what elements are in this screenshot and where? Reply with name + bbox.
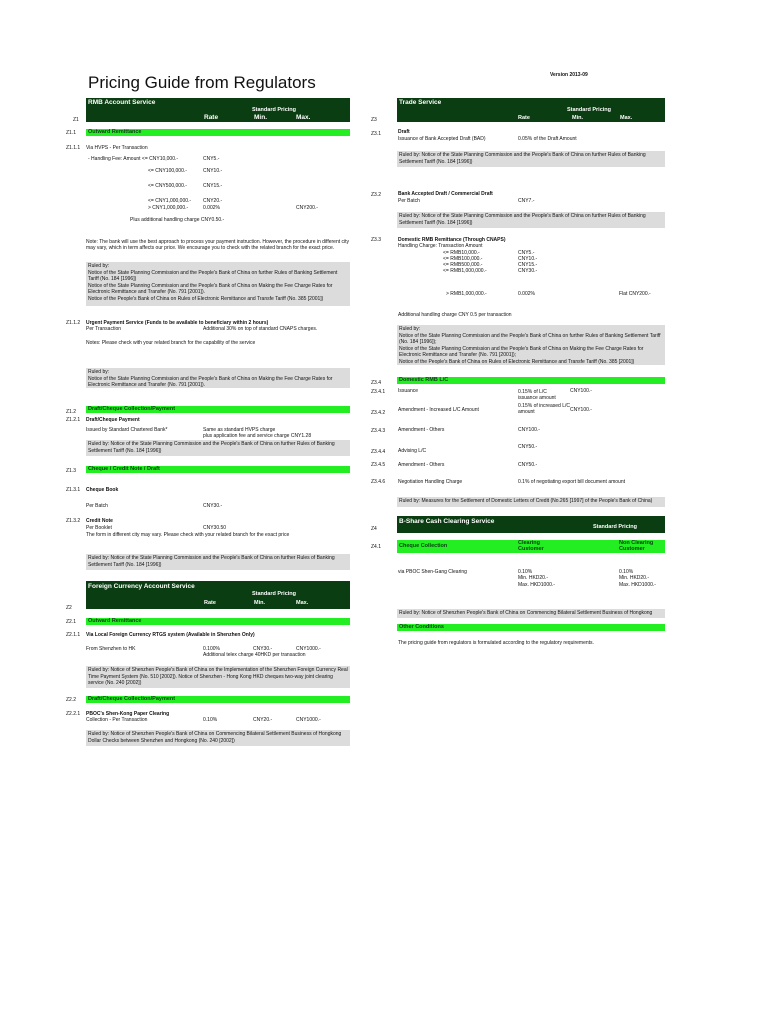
fcy-col-max: Max. bbox=[296, 600, 309, 606]
ruled-by-5: Ruled by: Notice of Shenzhen People's Bank of China on the Implementation of the Shenzhen Foreign Currency Real Time Payment System (No. 510 [2002]). Notice of Shenzhen - Hong Kong HKD cheques two-way joint clearing service (No. 240 [2002]) bbox=[86, 666, 350, 688]
z211-code: Z2.1.1 bbox=[66, 632, 81, 638]
z131-fee: CNY30.- bbox=[203, 503, 223, 509]
tier2-label: <= CNY100,000.- bbox=[148, 168, 187, 174]
z211-from: From Shenzhen to HK bbox=[86, 646, 136, 652]
ruled-by-3: Ruled by: Notice of the State Planning Commission and the People's Bank of China on further Rules of Banking Settlement Tariff (No. 184 [1996]) bbox=[86, 440, 350, 456]
z342-rate: 0.15% of increased L/C amount bbox=[518, 403, 570, 416]
tier-3-fee: CNY15.- bbox=[518, 262, 538, 268]
z345-rate: CNY50.- bbox=[518, 462, 538, 468]
ruled-by-7: Ruled by: Notice of the State Planning Commission and the People's Bank of China on further Rules of Banking Settlement Tariff (No. 184 [1996]) bbox=[397, 151, 665, 167]
ruled-by-4: Ruled by: Notice of the State Planning Commission and the People's Bank of China on further Rules of Banking Settlement Tariff (No. 184 [1996]) bbox=[86, 554, 350, 570]
z33-additional: Additional handling charge CNY 0.5 per transaction bbox=[398, 312, 512, 318]
tier-4-fee: CNY30.- bbox=[518, 268, 538, 274]
z121-title: Draft/Cheque Payment bbox=[86, 417, 140, 423]
z33-charge: Handling Charge: Transaction Amount bbox=[398, 243, 483, 249]
z13-code: Z1.3 bbox=[66, 468, 77, 474]
ruled-by-6: Ruled by: Notice of Shenzhen People's Bank of China on Commencing Bilateral Settlement Business of Hongkong Dollar Checks between Shenzhen and Hongkong (No. 240 [2002]) bbox=[86, 730, 350, 746]
z346-label: Negotiation Handling Charge bbox=[398, 479, 463, 485]
z31-code: Z3.1 bbox=[371, 131, 382, 137]
tier-3: <= RMB500,000.- bbox=[443, 262, 483, 268]
z31-rate: 0.05% of the Draft Amount bbox=[518, 136, 577, 142]
z341-rate: 0.15% of L/C issuance amount bbox=[518, 389, 556, 402]
ruled-by-8: Ruled by: Notice of the State Planning Commission and the People's Bank of China on further Rules of Banking Settlement Tariff (No. 184 [1996]) bbox=[397, 212, 665, 228]
additional-charge: Plus additional handling charge CNY0.50.- bbox=[130, 217, 225, 223]
z132-per: Per Booklet bbox=[86, 525, 112, 531]
z211-telex: Additional telex charge 40HKD per transaction bbox=[203, 652, 306, 658]
z132-fee: CNY30.50 bbox=[203, 525, 227, 531]
bshare-section-header bbox=[397, 516, 665, 533]
z11-title: Outward Remittance bbox=[86, 129, 350, 136]
z22-title: Draft/Cheque Collection/Payment bbox=[86, 696, 350, 703]
z34-title: Domestic RMB L/C bbox=[397, 377, 665, 384]
col-non-clearing-customer: Non Clearing Customer bbox=[619, 540, 654, 552]
z121-issued: Issued by Standard Chartered Bank* bbox=[86, 427, 168, 433]
rmb-col-max: Max. bbox=[296, 114, 311, 121]
z121-rate1: Same as standard HVPS charge bbox=[203, 427, 276, 433]
rmb-col-min: Min. bbox=[254, 114, 267, 121]
tier-5: > RMB1,000,000.- bbox=[446, 291, 487, 297]
trade-section-header bbox=[397, 98, 665, 122]
z211-max: CNY1000.- bbox=[296, 646, 321, 652]
tier-5-flat: Flat CNY200.- bbox=[619, 291, 651, 297]
z211-title: Via Local Foreign Currency RTGS system (Available in Shenzhen Only) bbox=[86, 632, 255, 638]
z34-code: Z3.4 bbox=[371, 380, 382, 386]
tier-5-fee: 0.002% bbox=[518, 291, 535, 297]
z221-min: CNY20.- bbox=[253, 717, 273, 723]
z21-code: Z2.1 bbox=[66, 619, 77, 625]
z211-min: CNY30.- bbox=[253, 646, 273, 652]
z221-max: CNY1000.- bbox=[296, 717, 321, 723]
z32-title: Bank Accepted Draft / Commercial Draft bbox=[398, 191, 493, 197]
fcy-section-header bbox=[86, 581, 350, 609]
z111-code: Z1.1.1 bbox=[66, 145, 81, 151]
trade-code: Z3 bbox=[371, 117, 377, 123]
z131-per: Per Batch bbox=[86, 503, 108, 509]
tier-2: <= RMB100,000.- bbox=[443, 256, 483, 262]
z132-title: Credit Note bbox=[86, 518, 113, 524]
z21-title: Outward Remittance bbox=[86, 618, 350, 625]
version-label: Version 2013-09 bbox=[550, 72, 588, 78]
z11-code: Z1.1 bbox=[66, 130, 77, 136]
col-clearing-customer: Clearing Customer bbox=[518, 540, 544, 552]
ruled-by-2: Ruled by: Notice of the State Planning Commission and the People's Bank of China on Making the Fee Charge Rates for Electronic Remittance and Transfer (No. 791 [2001]). bbox=[86, 368, 350, 388]
trade-col-rate: Rate bbox=[518, 115, 530, 121]
fee-4: CNY20.- bbox=[203, 198, 223, 204]
fcy-header-title: Foreign Currency Account Service bbox=[88, 583, 195, 590]
trade-col-min: Min. bbox=[572, 115, 583, 121]
z33-code: Z3.3 bbox=[371, 237, 382, 243]
z346-code: Z3.4.6 bbox=[371, 479, 386, 485]
z32-code: Z3.2 bbox=[371, 192, 382, 198]
z346-rate: 0.1% of negotiating export bill document amount bbox=[518, 479, 626, 485]
z121-rate2: plus application fee and service charge CNY1.28 bbox=[203, 433, 312, 439]
z344-code: Z3.4.4 bbox=[371, 449, 386, 455]
fee-5-max: CNY200.- bbox=[296, 205, 318, 211]
z221-per: Collection - Per Transaction bbox=[86, 717, 148, 723]
bshare-code: Z4 bbox=[371, 526, 377, 532]
z211-rate: 0.100% bbox=[203, 646, 220, 652]
fee-1: CNY5.- bbox=[203, 156, 220, 162]
tier-4: <= RMB1,000,000.- bbox=[443, 268, 487, 274]
rmb-section-header bbox=[86, 98, 350, 122]
z345-label: Amendment - Others bbox=[398, 462, 445, 468]
fcy-col-rate: Rate bbox=[204, 600, 216, 606]
clearing-max: Max. HKD1000.- bbox=[518, 582, 555, 588]
nonclearing-rate: 0.10% bbox=[619, 569, 634, 575]
ruled-by-11: Ruled by: Notice of Shenzhen People's Bank of China on Commencing Bilateral Settlement Business of Hongkong bbox=[397, 609, 665, 618]
tier-1: <= RMB10,000.- bbox=[443, 250, 480, 256]
fee-5: 0.002% bbox=[203, 205, 220, 211]
z112-per: Per Transaction bbox=[86, 326, 122, 332]
fcy-standard-pricing: Standard Pricing bbox=[252, 591, 297, 597]
z12-title: Draft/Cheque Collection/Payment bbox=[86, 406, 350, 413]
rmb-col-rate: Rate bbox=[204, 114, 219, 121]
z341-min: CNY100.- bbox=[570, 388, 592, 394]
z41-title: Cheque Collection bbox=[399, 543, 448, 549]
z112-rate: Additional 30% on top of standard CNAPS charges. bbox=[203, 326, 318, 332]
ruled-by-1: Ruled by: Notice of the State Planning Commission and the People's Bank of China on further Rules of Banking Settlement Tariff (No. 184 [1996]) Notice of the State Planning Commission and the People's Bank of China on Making the Fee Charge Rates for Electronic Remittance and Transfer (No. 791 [2001]). Notice of the People's Bank of China on Rules of Electronic Remittance and Transfe Tariff (No. 385 [2001]) bbox=[86, 262, 350, 306]
z131-code: Z1.3.1 bbox=[66, 487, 81, 493]
bshare-standard-pricing: Standard Pricing bbox=[593, 524, 638, 530]
clearing-rate: 0.10% bbox=[518, 569, 533, 575]
rmb-standard-pricing: Standard Pricing bbox=[252, 107, 297, 113]
z132-code: Z1.3.2 bbox=[66, 518, 81, 524]
other-conditions-title: Other Conditions bbox=[397, 624, 665, 631]
z221-rate: 0.10% bbox=[203, 717, 218, 723]
trade-header-title: Trade Service bbox=[399, 99, 442, 106]
z112-note: Notes: Please check with your related branch for the capability of the service bbox=[86, 340, 256, 346]
ruled-by-9: Ruled by: Notice of the State Planning Commission and the People's Bank of China on further Rules of Banking Settlement Tariff (No. 184 [1996]); Notice of the State Planning Commission and the People's Bank of China on Making the Fee Charge Rates for Electronic Remittance and Transfer (No. 791 [2001]); Notice of the People's Bank of China on Rules of Electronic Remittance and Transfe Tariff (No. 385 [2001]) bbox=[397, 325, 665, 365]
fee-label: - Handling Fee: Amount <= CNY10,000.- bbox=[88, 156, 179, 162]
tier-2-fee: CNY10.- bbox=[518, 256, 538, 262]
z131-title: Cheque Book bbox=[86, 487, 119, 493]
tier5-label: > CNY1,000,000.- bbox=[148, 205, 189, 211]
z345-code: Z3.4.5 bbox=[371, 462, 386, 468]
z33-title: Domestic RMB Remittance (Through CNAPS) bbox=[398, 237, 506, 243]
z121-code: Z1.2.1 bbox=[66, 417, 81, 423]
rmb-code: Z1 bbox=[73, 117, 79, 123]
fcy-col-min: Min. bbox=[254, 600, 265, 606]
nonclearing-max: Max. HKD1000.- bbox=[619, 582, 656, 588]
z111-title: Via HVPS - Per Transaction bbox=[86, 145, 148, 151]
z41-code: Z4.1 bbox=[371, 544, 382, 550]
rmb-header-title: RMB Account Service bbox=[88, 99, 156, 106]
z221-code: Z2.2.1 bbox=[66, 711, 81, 717]
trade-col-max: Max. bbox=[620, 115, 633, 121]
z341-code: Z3.4.1 bbox=[371, 389, 386, 395]
z342-code: Z3.4.2 bbox=[371, 410, 386, 416]
tier4-label: <= CNY1,000,000.- bbox=[148, 198, 192, 204]
z344-label: Advising L/C bbox=[398, 448, 427, 454]
z22-code: Z2.2 bbox=[66, 697, 77, 703]
fee-3: CNY15.- bbox=[203, 183, 223, 189]
tier-1-fee: CNY5.- bbox=[518, 250, 535, 256]
z32-per: Per Batch bbox=[398, 198, 420, 204]
bshare-header-title: B-Share Cash Clearing Service bbox=[399, 518, 495, 525]
z343-code: Z3.4.3 bbox=[371, 428, 386, 434]
rmb-note: Note: The bank will use the best approach to process your payment instruction. However, the procedure in different city may vary, which in term affects our price. We encourage you to check with the related branch for the exact price. bbox=[86, 239, 350, 252]
z112-title: Urgent Payment Service (Funds to be available to beneficiary within 2 hours) bbox=[86, 320, 269, 326]
z132-note: The form in different city may vary. Please check with your related branch for the exact price bbox=[86, 532, 290, 538]
fcy-code: Z2 bbox=[66, 605, 72, 611]
z13-title: Cheque / Credit Note / Draft bbox=[86, 466, 350, 473]
z32-fee: CNY7.- bbox=[518, 198, 535, 204]
z112-code: Z1.1.2 bbox=[66, 320, 81, 326]
other-conditions-text: The pricing guide from regulators is formulated according to the regulatory requirements. bbox=[398, 640, 594, 646]
z31-line: Issuance of Bank Accepted Draft (BAD) bbox=[398, 136, 486, 142]
fee-2: CNY10.- bbox=[203, 168, 223, 174]
z31-title: Draft bbox=[398, 129, 410, 135]
clearing-min: Min. HKD20.- bbox=[518, 575, 549, 581]
nonclearing-min: Min. HKD20.- bbox=[619, 575, 650, 581]
z342-label: Amendment - Increased L/C Amount bbox=[398, 407, 479, 413]
trade-standard-pricing: Standard Pricing bbox=[567, 107, 612, 113]
z221-title: PBOC's Shen-Kong Paper Clearing bbox=[86, 711, 170, 717]
tier3-label: <= CNY500,000.- bbox=[148, 183, 187, 189]
z344-rate: CNY50.- bbox=[518, 444, 538, 450]
page-title: Pricing Guide from Regulators bbox=[88, 73, 316, 92]
z342-min: CNY100.- bbox=[570, 407, 592, 413]
via-pboc: via PBOC Shen-Gang Clearing bbox=[398, 569, 467, 575]
ruled-by-10: Ruled by: Measures for the Settlement of Domestic Letters of Credit (No.265 [1997] of the People's Bank of China) bbox=[397, 497, 665, 507]
z343-label: Amendment - Others bbox=[398, 427, 445, 433]
z341-label: Issuance bbox=[398, 388, 419, 394]
z343-rate: CNY100.- bbox=[518, 427, 540, 433]
z12-code: Z1.2 bbox=[66, 409, 77, 415]
z41-row bbox=[397, 540, 665, 553]
